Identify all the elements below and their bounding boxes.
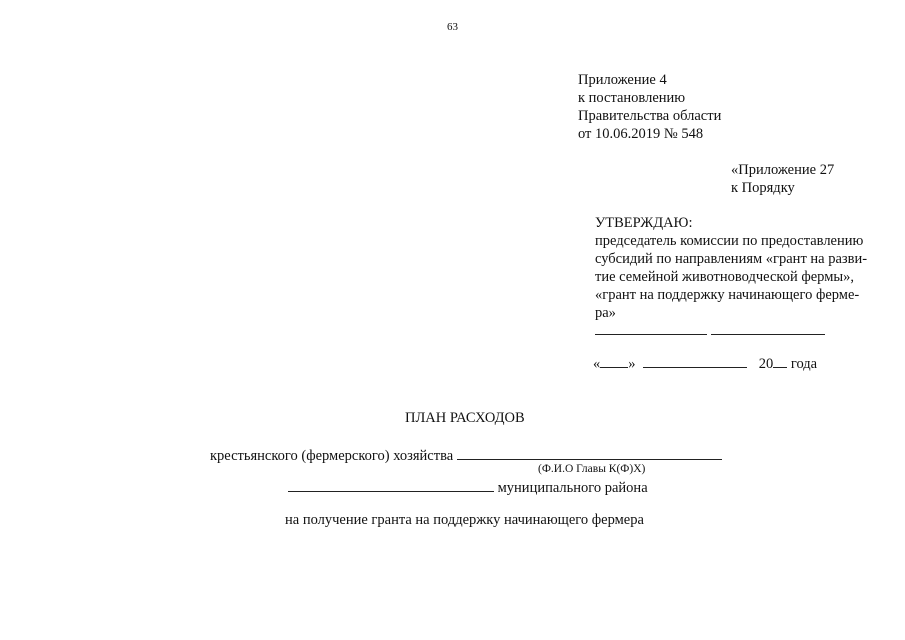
farm-label: крестьянского (фермерского) хозяйства: [210, 448, 454, 464]
district-label: муниципального района: [497, 480, 648, 496]
annex-header-line: Правительства области: [578, 108, 722, 124]
sub-annex-line: «Приложение 27: [731, 162, 835, 178]
sub-annex-line: к Порядку: [731, 180, 795, 196]
approval-line: председатель комиссии по предоставлению: [595, 233, 864, 249]
approval-block: [595, 214, 867, 322]
district-name-blank: [288, 491, 494, 492]
page-number: 63: [447, 21, 458, 33]
signature-line: [595, 334, 707, 335]
annex-header-line: от 10.06.2019 № 548: [578, 126, 704, 142]
date-close-quote: »: [628, 356, 636, 372]
approval-line: субсидий по направлениям «грант на разви-: [595, 251, 868, 267]
date-month-blank: [643, 367, 747, 368]
date-day-blank: [600, 367, 628, 368]
sub-annex: [731, 161, 834, 197]
approval-heading: УТВЕРЖДАЮ:: [595, 215, 693, 231]
signature-name-line: [711, 334, 825, 335]
document-title: ПЛАН РАСХОДОВ: [405, 410, 525, 426]
annex-header: [578, 71, 721, 143]
date-year-blank: [773, 367, 787, 368]
farm-name-blank: [457, 459, 722, 460]
farm-caption: (Ф.И.О Главы К(Ф)Х): [538, 463, 646, 475]
district-line: [288, 479, 648, 497]
approval-date: [593, 355, 817, 373]
approval-line: тие семейной животноводческой фермы»,: [595, 269, 854, 285]
annex-header-line: к постановлению: [578, 90, 686, 106]
date-year-suffix: года: [790, 356, 818, 372]
purpose-line: на получение гранта на поддержку начинающего фермера: [285, 512, 644, 528]
annex-header-line: Приложение 4: [578, 72, 667, 88]
date-open-quote: «: [593, 356, 601, 372]
approval-line: ра»: [595, 305, 616, 321]
approval-line: «грант на поддержку начинающего ферме-: [595, 287, 860, 303]
date-year-prefix: 20: [758, 356, 774, 372]
